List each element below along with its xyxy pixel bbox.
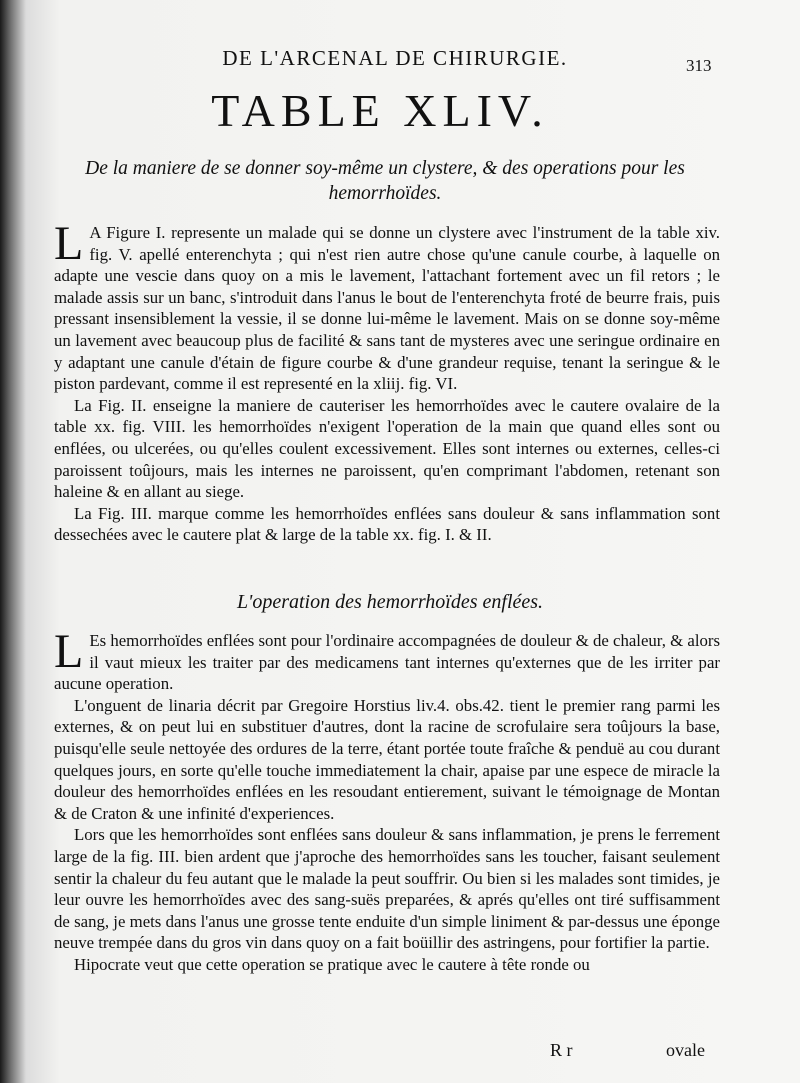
drop-cap: L xyxy=(54,217,84,270)
paragraph xyxy=(54,217,720,395)
catchword: ovale xyxy=(666,1040,705,1060)
paragraph: Lors que les hemorrhoïdes sont enflées sans douleur & sans inflammation, je prens le ferrement large de la fig. III. bien ardent que j'aproche des hemorrhoïdes sans les toucher, faisant seulement sentir la chaleur du feu autant que le malade la peut souffrir. Ou bien si les malades sont timides, je leur ouvre les hemorrhoïdes avec des sang-suës preparées, & aprés qu'elles ont tiré suffisamment de sang, je mets dans l'anus une grosse tente enduite d'un simple liniment & par-dessus une éponge neuve trempée dans du gros vin dans quoy on a fait boüillir des astringens, pour fortifier la partie. xyxy=(54,825,720,953)
table-title: TABLE XLIV. xyxy=(211,85,549,136)
section-heading: L'operation des hemorrhoïdes enflées. xyxy=(236,591,544,613)
paragraph: La Fig. III. marque comme les hemorrhoïdes enflées sans douleur & sans inflammation sont dessechées avec le cautere plat & large de la table xx. fig. I. & II. xyxy=(54,503,720,545)
drop-cap: L xyxy=(54,625,84,678)
page-number: 313 xyxy=(686,56,712,75)
table-subtitle: De la maniere de se donner soy-même un clystere, & des operations pour les hemorrhoïdes. xyxy=(85,158,685,204)
paragraph: La Fig. II. enseigne la maniere de cauteriser les hemorrhoïdes avec le cautere ovalaire de la table xx. fig. VIII. les hemorrhoïdes n'exigent l'operation de la main que quand elles sont ou enflées, ou ulcerées, ou qu'elles coulent excessivement. Elles sont internes ou externes, celles-ci paroissent toûjours, mais les internes ne paroissent, qu'en comprimant l'abdomen, retenant son haleine & en allant au siege. xyxy=(54,395,720,502)
paragraph: L'onguent de linaria décrit par Gregoire Horstius liv.4. obs.42. tient le premier rang parmi les externes, & on peut lui en substituer d'autres, dont la racine de scrofulaire sera toûjours la base, puisqu'elle seule nettoyée des ordures de la terre, étant portée toute fraîche & penduë au cou durant quelques jours, en sorte qu'elle touche immediatement la chair, apaise par une espece de miracle la douleur des hemorrhoïdes enflées en les resoudant entierement, suivant le témoignage de Montan & de Craton & une infinité d'experiences. xyxy=(54,695,720,823)
section-1-text xyxy=(54,217,720,546)
paragraph-text: A Figure I. represente un malade qui se donne un clystere avec l'instrument de la table xiv. fig. V. apellé enterenchyta ; qui n'est rien autre chose qu'une canule courbe, à laquelle on adapte une vescie dans quoy on a mis le lavement, l'attachant fortement avec un fil retors ; le malade assis sur un banc, s'introduit dans l'anus le bout de l'enterenchyta froté de beurre frais, puis pressant insensiblement la vessie, il se donne lui-même le lavement. Mais on se donne soy-même un lavement avec beaucoup plus de facilité & sans tant de mysteres avec une seringue ordinaire en y adaptant une canule d'étain de figure courbe & d'une grandeur requise, tenant la seringue & le piston pardevant, comme il est representé en la xliij. fig. VI. xyxy=(54,223,720,394)
signature-mark: R r xyxy=(550,1040,573,1060)
running-head: DE L'ARCENAL DE CHIRURGIE. xyxy=(222,46,568,70)
paragraph: Hipocrate veut que cette operation se pratique avec le cautere à tête ronde ou xyxy=(74,954,590,974)
paragraph-text: Es hemorrhoïdes enflées sont pour l'ordinaire accompagnées de douleur & de chaleur, & alors il vaut mieux les traiter par des medicamens tant internes qu'externes que de les irriter par aucune operation. xyxy=(54,631,720,694)
section-2-text xyxy=(54,625,720,976)
paragraph xyxy=(54,625,720,695)
